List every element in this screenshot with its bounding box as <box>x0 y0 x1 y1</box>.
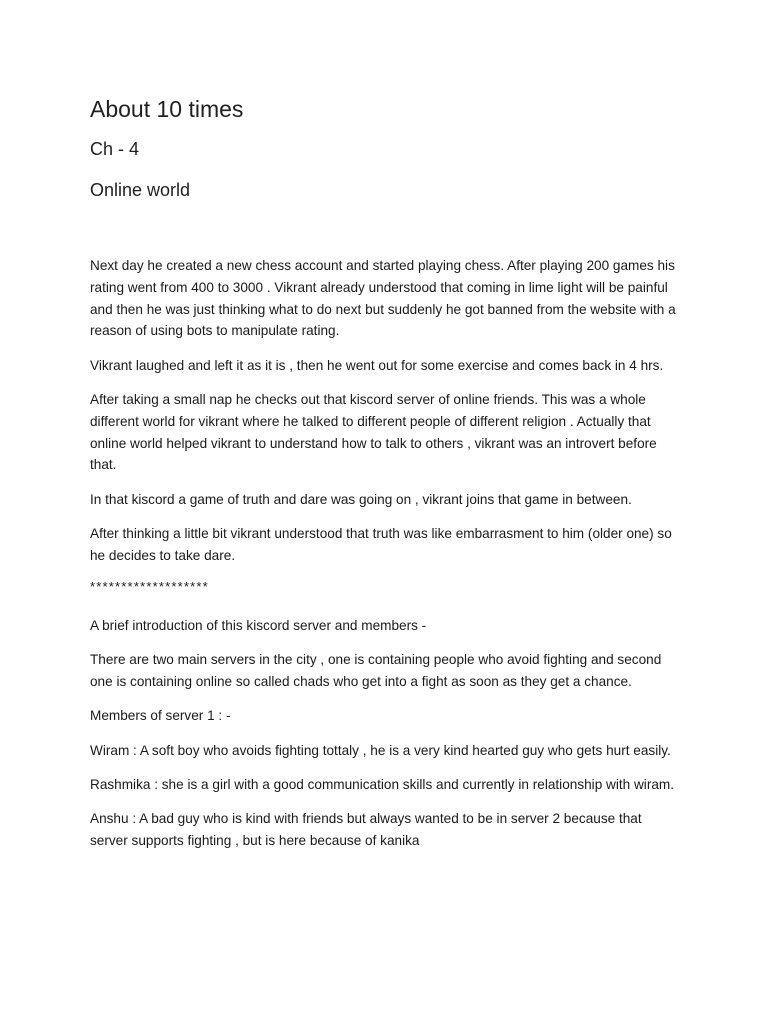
section-separator: ******************* <box>90 579 209 595</box>
paragraph: After taking a small nap he checks out that kiscord server of online friends. This was a whole different world for vikrant where he talked to different people of different religion . Actually that online world helped vikrant to understand how to talk to others , vikrant was an introvert before that. <box>90 391 657 473</box>
document-title: About 10 times <box>90 96 244 122</box>
paragraph: In that kiscord a game of truth and dare was going on , vikrant joins that game in between. <box>90 491 632 507</box>
paragraph: After thinking a little bit vikrant understood that truth was like embarrasment to him (older one) so he decides to take dare. <box>90 525 672 563</box>
paragraph: Rashmika : she is a girl with a good communication skills and currently in relationship with wiram. <box>90 777 675 793</box>
paragraph: There are two main servers in the city , one is containing people who avoid fighting and second one is containing online so called chads who get into a fight as soon as they get a chance. <box>90 652 662 690</box>
paragraph: Members of server 1 : - <box>90 708 231 724</box>
paragraph: Anshu : A bad guy who is kind with friends but always wanted to be in server 2 because that server supports fighting , but is here because of kanika <box>90 811 642 849</box>
chapter-title: Online world <box>90 180 191 200</box>
paragraph: Next day he created a new chess account and started playing chess. After playing 200 games his rating went from 400 to 3000 . Vikrant already understood that coming in lime light will be painful and then he was just thinking what to do next but suddenly he got banned from the website with a reason of using bots to manipulate rating. <box>90 258 676 339</box>
document-body <box>90 92 680 864</box>
chapter-number: Ch - 4 <box>90 139 140 159</box>
paragraph: Vikrant laughed and left it as it is , then he went out for some exercise and comes back in 4 hrs. <box>90 357 664 373</box>
paragraph: A brief introduction of this kiscord server and members - <box>90 618 427 634</box>
paragraph: Wiram : A soft boy who avoids fighting tottaly , he is a very kind hearted guy who gets hurt easily. <box>90 742 671 758</box>
